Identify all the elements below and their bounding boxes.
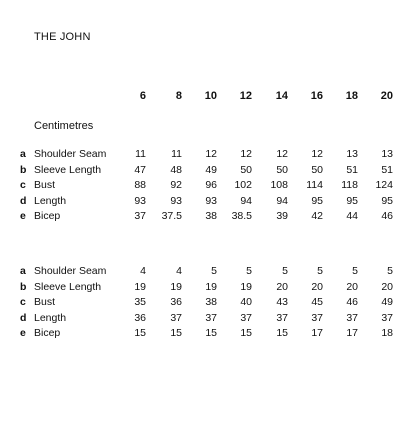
table-cell: 88	[134, 179, 146, 191]
table-cell: 19	[240, 280, 252, 293]
table-cell: 49	[205, 163, 217, 176]
table-cell: 19	[170, 280, 182, 293]
table-cell: 93	[170, 194, 182, 207]
table-cell: 12	[311, 148, 323, 160]
row-label: Length	[34, 311, 67, 324]
table-cell: 45	[311, 296, 323, 308]
table-cell: 44	[346, 210, 358, 222]
table-cell: 13	[381, 148, 393, 160]
size-header: 8	[175, 90, 182, 102]
table-cell: 12	[205, 148, 217, 160]
table-cell: 118	[341, 179, 358, 191]
table-cell: 47	[134, 163, 146, 176]
table-row	[0, 296, 416, 311]
row-letter: a	[20, 148, 26, 160]
table-cell: 11	[135, 148, 146, 160]
table-cell: 51	[346, 163, 358, 176]
unit-label: Centimetres	[34, 120, 94, 132]
table-row	[0, 265, 416, 280]
table-cell: 124	[375, 179, 393, 191]
row-label: Shoulder Seam	[34, 265, 107, 277]
size-header: 14	[275, 90, 288, 102]
table-cell: 94	[276, 194, 288, 207]
table-cell: 5	[246, 265, 252, 277]
table-cell: 95	[381, 194, 393, 207]
table-cell: 4	[140, 265, 146, 277]
table-cell: 19	[205, 280, 217, 293]
table-cell: 102	[234, 179, 252, 191]
table-row	[0, 327, 416, 342]
table-cell: 48	[170, 163, 182, 176]
table-cell: 15	[134, 327, 146, 339]
size-header-row	[0, 90, 416, 104]
row-letter: b	[20, 280, 27, 293]
table-cell: 42	[311, 210, 323, 222]
table-row	[0, 179, 416, 194]
size-header: 16	[310, 90, 323, 102]
table-cell: 50	[276, 163, 288, 176]
table-cell: 17	[311, 327, 323, 339]
table-cell: 36	[134, 311, 146, 324]
page-title: THE JOHN	[34, 31, 91, 43]
row-label: Bicep	[34, 327, 61, 339]
table-cell: 20	[311, 280, 323, 293]
row-label: Sleeve Length	[34, 163, 102, 176]
table-cell: 5	[387, 265, 393, 277]
table-cell: 38	[205, 296, 217, 308]
table-row	[0, 312, 416, 327]
table-cell: 95	[346, 194, 358, 207]
row-label: Length	[34, 194, 67, 207]
table-cell: 5	[211, 265, 217, 277]
table-cell: 5	[317, 265, 323, 277]
table-cell: 13	[346, 148, 358, 160]
table-cell: 46	[381, 210, 393, 222]
table-cell: 43	[276, 296, 288, 308]
table-cell: 12	[240, 148, 252, 160]
table-cell: 15	[205, 327, 217, 339]
size-header: 18	[345, 90, 358, 102]
table-cell: 15	[276, 327, 288, 339]
table-cell: 51	[381, 163, 393, 176]
table-cell: 50	[240, 163, 252, 176]
row-label: Bicep	[34, 210, 61, 222]
row-label: Bust	[34, 296, 56, 308]
table-cell: 37	[381, 311, 393, 324]
row-letter: e	[20, 327, 26, 339]
row-letter: a	[20, 265, 26, 277]
table-cell: 37	[346, 311, 358, 324]
table-cell: 15	[170, 327, 182, 339]
row-letter: d	[20, 311, 27, 324]
table-cell: 93	[134, 194, 146, 207]
table-cell: 17	[346, 327, 358, 339]
table-cell: 37	[134, 210, 146, 222]
table-cell: 114	[306, 179, 323, 191]
table-cell: 95	[311, 194, 323, 207]
table-cell: 5	[282, 265, 288, 277]
size-header: 12	[239, 90, 252, 102]
table-cell: 37	[276, 311, 288, 324]
table-cell: 15	[240, 327, 252, 339]
table-cell: 50	[311, 163, 323, 176]
table-cell: 37	[311, 311, 323, 324]
row-letter: c	[20, 179, 26, 191]
table-cell: 37	[170, 311, 182, 324]
size-header: 10	[204, 90, 217, 102]
table-row	[0, 148, 416, 163]
table-cell: 37.5	[161, 210, 182, 222]
table-cell: 37	[240, 311, 252, 324]
table-cell: 5	[352, 265, 358, 277]
table-cell: 108	[270, 179, 288, 191]
table-row	[0, 195, 416, 210]
table-cell: 20	[381, 280, 393, 293]
table-cell: 93	[205, 194, 217, 207]
table-cell: 96	[205, 179, 217, 191]
row-label: Sleeve Length	[34, 280, 102, 293]
row-letter: c	[20, 296, 26, 308]
table-cell: 35	[134, 296, 146, 308]
table-cell: 4	[176, 265, 182, 277]
table-cell: 36	[170, 296, 182, 308]
size-header: 20	[380, 90, 393, 102]
table-cell: 12	[276, 148, 288, 160]
table-row	[0, 281, 416, 296]
table-cell: 46	[346, 296, 358, 308]
row-letter: b	[20, 163, 27, 176]
table-cell: 38.5	[231, 210, 252, 222]
table-cell: 20	[346, 280, 358, 293]
table-cell: 39	[276, 210, 288, 222]
row-label: Bust	[34, 179, 56, 191]
table-cell: 92	[170, 179, 182, 191]
table-cell: 18	[381, 327, 393, 339]
table-cell: 11	[171, 148, 182, 160]
table-cell: 19	[134, 280, 146, 293]
table-cell: 49	[381, 296, 393, 308]
table-row	[0, 164, 416, 179]
row-label: Shoulder Seam	[34, 148, 107, 160]
row-letter: d	[20, 194, 27, 207]
table-cell: 20	[276, 280, 288, 293]
size-header: 6	[139, 90, 146, 102]
table-cell: 40	[240, 296, 252, 308]
table-cell: 94	[240, 194, 252, 207]
table-cell: 37	[205, 311, 217, 324]
row-letter: e	[20, 210, 26, 222]
table-row	[0, 210, 416, 225]
table-cell: 38	[205, 210, 217, 222]
